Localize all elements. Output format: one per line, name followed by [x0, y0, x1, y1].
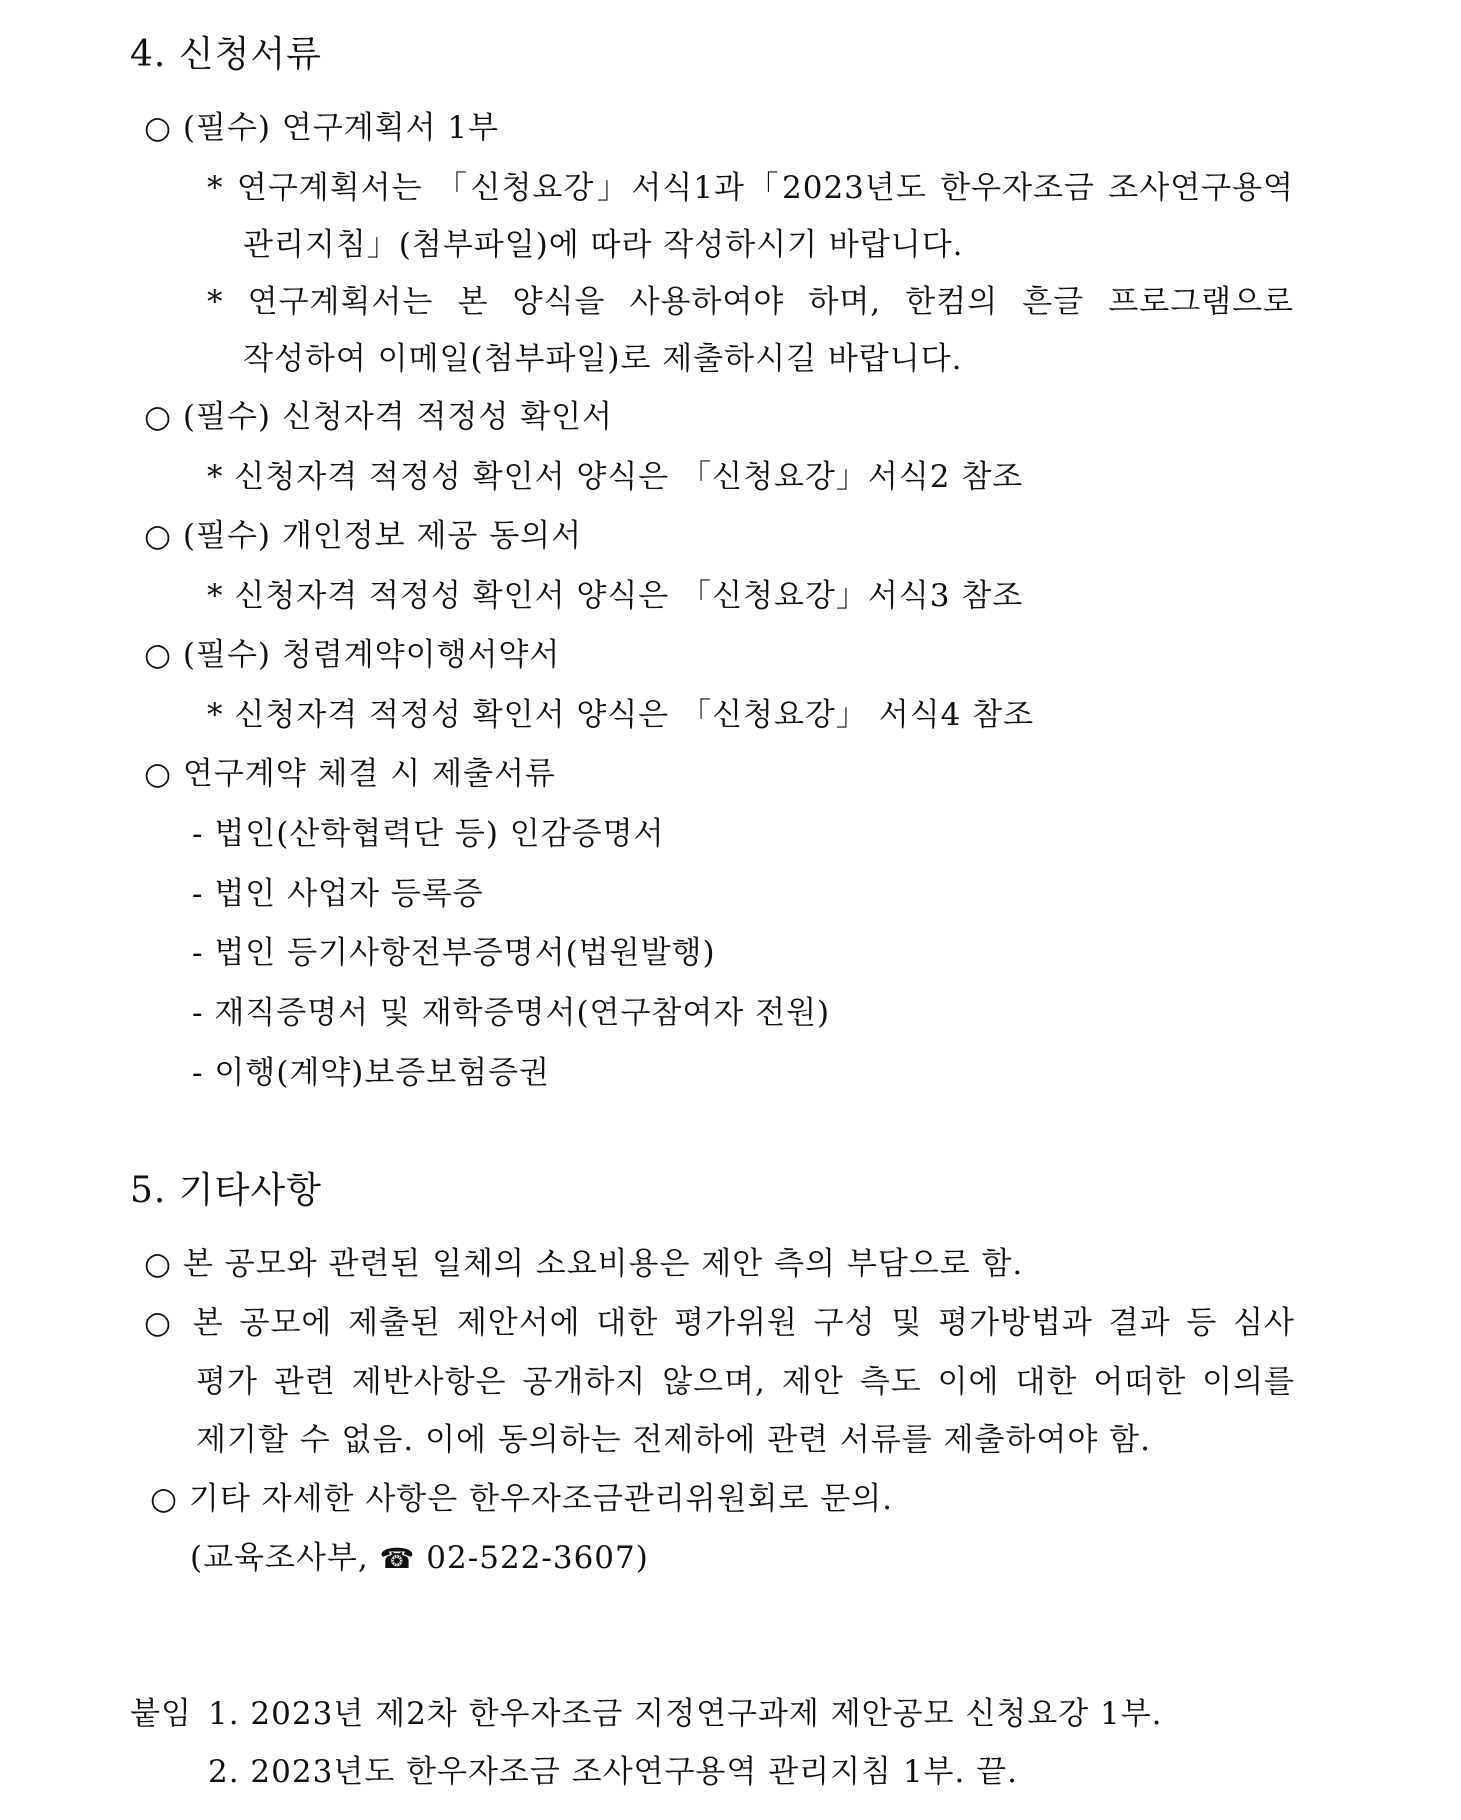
sub-item-performance-bond: - 이행(계약)보증보험증권: [192, 1055, 550, 1091]
list-item-evaluation-line1: ○ 본 공모에 제출된 제안서에 대한 평가위원 구성 및 평가방법과 결과 등 심사: [144, 1305, 1295, 1341]
section-4-heading: 4. 신청서류: [130, 34, 322, 75]
list-item-contract-documents: ○ 연구계약 체결 시 제출서류: [144, 756, 556, 792]
list-item-evaluation-line2: 평가 관련 제반사항은 공개하지 않으며, 제안 측도 이에 대한 어떠한 이의를: [196, 1364, 1295, 1400]
note-research-plan-2-line2: 작성하여 이메일(첨부파일)로 제출하시길 바랍니다.: [243, 341, 963, 377]
contact-line: [190, 1538, 649, 1579]
note-privacy-consent: * 신청자격 적정성 확인서 양식은 「신청요강」서식3 참조: [207, 578, 1024, 614]
contact-department: (교육조사부,: [190, 1540, 380, 1576]
sub-item-business-registration: - 법인 사업자 등록증: [192, 876, 484, 912]
note-integrity-pledge: * 신청자격 적정성 확인서 양식은 「신청요강」 서식4 참조: [207, 697, 1035, 733]
contact-phone: 02-522-3607): [426, 1540, 649, 1576]
list-item-costs: ○ 본 공모와 관련된 일체의 소요비용은 제안 측의 부담으로 함.: [144, 1246, 1024, 1282]
list-item-integrity-pledge: ○ (필수) 청렴계약이행서약서: [144, 637, 561, 673]
section-5-heading: 5. 기타사항: [130, 1170, 322, 1211]
list-item-privacy-consent: ○ (필수) 개인정보 제공 동의서: [144, 518, 583, 554]
list-item-evaluation-line3: 제기할 수 없음. 이에 동의하는 전제하에 관련 서류를 제출하여야 함.: [196, 1422, 1151, 1458]
note-research-plan-2-line1: * 연구계획서는 본 양식을 사용하여야 하며, 한컴의 흔글 프로그램으로: [207, 284, 1294, 320]
attachment-item-2: 2. 2023년도 한우자조금 조사연구용역 관리지침 1부. 끝.: [208, 1754, 1018, 1790]
phone-icon: ☎: [379, 1542, 416, 1575]
sub-item-corporate-registry: - 법인 등기사항전부증명서(법원발행): [192, 935, 716, 971]
sub-item-employment-certificate: - 재직증명서 및 재학증명서(연구참여자 전원): [192, 995, 831, 1031]
list-item-eligibility: ○ (필수) 신청자격 적정성 확인서: [144, 399, 614, 435]
note-research-plan-1-line1: * 연구계획서는 「신청요강」서식1과「2023년도 한우자조금 조사연구용역: [207, 170, 1294, 206]
attachment-item-1: 1. 2023년 제2차 한우자조금 지정연구과제 제안공모 신청요강 1부.: [208, 1696, 1163, 1732]
list-item-research-plan: ○ (필수) 연구계획서 1부: [144, 110, 500, 146]
attachments-label: 붙임: [130, 1696, 192, 1732]
note-research-plan-1-line2: 관리지침」(첨부파일)에 따라 작성하시기 바랍니다.: [243, 227, 964, 263]
note-eligibility: * 신청자격 적정성 확인서 양식은 「신청요강」서식2 참조: [207, 459, 1024, 495]
list-item-inquiry: ○ 기타 자세한 사항은 한우자조금관리위원회로 문의.: [150, 1481, 894, 1517]
sub-item-seal-certificate: - 법인(산학협력단 등) 인감증명서: [192, 816, 665, 852]
